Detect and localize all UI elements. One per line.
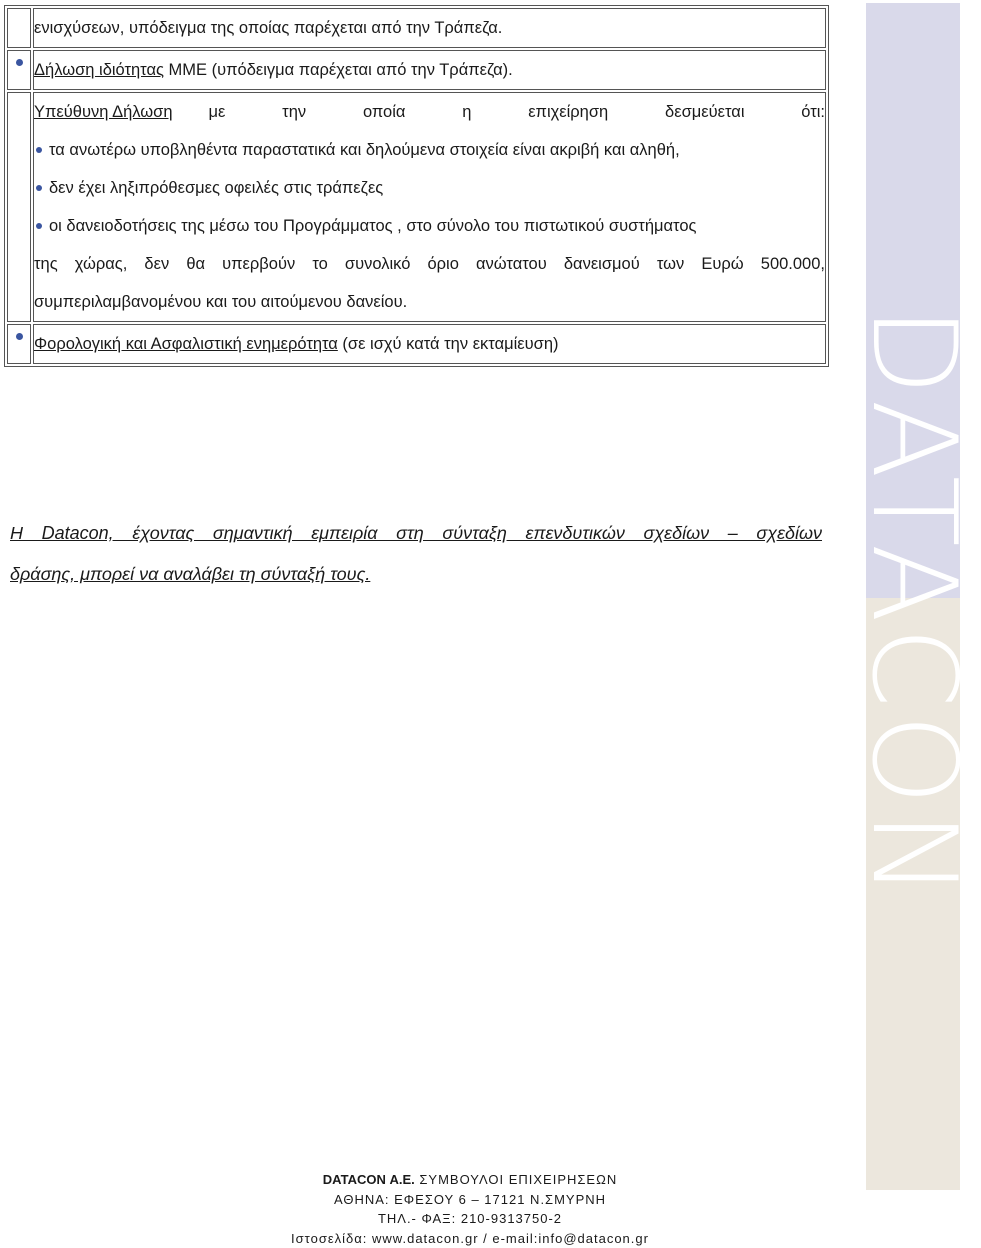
bullet-continuation-end: συμπεριλαμβανομένου και του αιτούμενου δανείου. [34, 283, 825, 321]
note-line-1-text: Η Datacon, έχοντας σημαντική εμπειρία στη σύνταξη επενδυτικών σχεδίων – σχεδίων [10, 513, 822, 554]
bullet-continuation: της χώρας, δεν θα υπερβούν το συνολικό όριο ανώτατου δανεισμού των Ευρώ 500.000, [34, 245, 825, 283]
bullet-icon [36, 223, 42, 229]
row-content-cell [33, 92, 826, 322]
declaration-intro-rest: με την οποία η επιχείρηση δεσμεύεται ότι: [209, 93, 825, 131]
row4-text: (σε ισχύ κατά την εκταμίευση) [338, 335, 559, 353]
row-content-cell [33, 324, 826, 364]
footer-company-name: DATACON Α.Ε. [323, 1172, 415, 1187]
table-row [7, 92, 826, 322]
requirements-table [4, 5, 829, 367]
footer-phone: ΤΗΛ.- ΦΑΞ: 210-9313750-2 [200, 1209, 740, 1229]
row-content-cell [33, 50, 826, 90]
table-row [7, 8, 826, 48]
row1-text: ενισχύσεων, υπόδειγμα της οποίας παρέχεται από την Τράπεζα. [34, 19, 502, 37]
page-footer [200, 1170, 740, 1248]
bullet-text: δεν έχει ληξιπρόθεσμες οφειλές στις τράπεζες [49, 169, 383, 207]
declaration-intro-text [209, 93, 825, 131]
footer-company [200, 1170, 740, 1190]
note-line-2: δράσης, μπορεί να αναλάβει τη σύνταξή τους. [10, 554, 822, 595]
declaration-intro [34, 93, 825, 131]
footer-web: Ιστοσελίδα: www.datacon.gr / e-mail:info@datacon.gr [200, 1229, 740, 1248]
side-band-logo [866, 95, 960, 1115]
note-line-1 [10, 513, 822, 554]
bullet-icon [16, 333, 23, 340]
list-item [34, 131, 825, 169]
table-row [7, 324, 826, 364]
row-marker-cell [7, 8, 31, 48]
declaration-link: Υπεύθυνη Δήλωση [34, 93, 173, 131]
row-content-cell [33, 8, 826, 48]
bullet-text: τα ανωτέρω υποβληθέντα παραστατικά και δηλούμενα στοιχεία είναι ακριβή και αληθή, [49, 131, 680, 169]
bullet-icon [36, 185, 42, 191]
row-marker-cell [7, 92, 31, 322]
footer-company-desc: ΣΥΜΒΟΥΛΟΙ ΕΠΙΧΕΙΡΗΣΕΩΝ [415, 1172, 617, 1187]
list-item [34, 207, 825, 245]
table-row [7, 50, 826, 90]
row-marker-cell [7, 50, 31, 90]
bullet-icon [16, 59, 23, 66]
footer-address: ΑΘΗΝΑ: ΕΦΕΣΟΥ 6 – 17121 Ν.ΣΜΥΡΝΗ [200, 1190, 740, 1210]
row2-text: ΜΜΕ (υπόδειγμα παρέχεται από την Τράπεζα). [164, 61, 513, 79]
bullet-icon [36, 147, 42, 153]
side-band-word: DATACON [855, 306, 971, 904]
row2-link: Δήλωση ιδιότητας [34, 61, 164, 79]
bullet-text: οι δανειοδοτήσεις της μέσω του Προγράμματος , στο σύνολο του πιστωτικού συστήματος [49, 207, 696, 245]
row-marker-cell [7, 324, 31, 364]
list-item [34, 169, 825, 207]
datacon-note [10, 513, 822, 595]
row4-link: Φορολογική και Ασφαλιστική ενημερότητα [34, 335, 338, 353]
